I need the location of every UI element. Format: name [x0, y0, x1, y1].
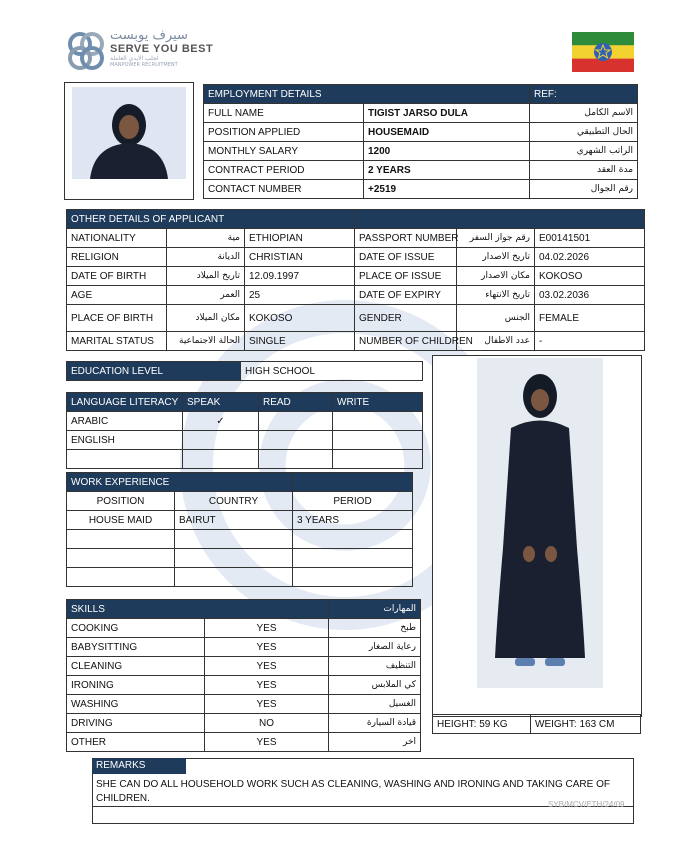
full-name-value: TIGIST JARSO DULA: [364, 104, 530, 123]
ref-label: REF:: [530, 85, 638, 104]
religion-label: RELIGION: [67, 248, 167, 267]
skill-value: YES: [205, 676, 329, 695]
marital-label: MARITAL STATUS: [67, 332, 167, 351]
education-value: HIGH SCHOOL: [241, 362, 423, 381]
expiry-label: DATE OF EXPIRY: [355, 286, 457, 305]
skill-name: DRIVING: [67, 714, 205, 733]
skill-name: IRONING: [67, 676, 205, 695]
work-country: BAIRUT: [175, 511, 293, 530]
check-icon: ✓: [183, 412, 259, 431]
table-row: [67, 568, 413, 587]
contact-value: +2519: [364, 180, 530, 199]
skill-value: YES: [205, 638, 329, 657]
passport-arabic: رقم جواز السفر: [457, 229, 535, 248]
birthplace-label: PLACE OF BIRTH: [67, 305, 167, 332]
table-row: [67, 530, 413, 549]
measurements-table: [432, 714, 641, 734]
children-label: NUMBER OF CHILDREN: [355, 332, 457, 351]
skill-value: YES: [205, 695, 329, 714]
table-row: [67, 657, 421, 676]
logo-arabic-sub: لجلب الايدي العاملة: [110, 55, 159, 62]
company-logo: [110, 28, 213, 68]
language-name: ENGLISH: [67, 431, 183, 450]
dob-value: 12.09.1997: [245, 267, 355, 286]
table-row: [67, 267, 645, 286]
position-arabic: الحال التطبيقي: [530, 123, 638, 142]
table-row: [67, 511, 413, 530]
remarks-text: SHE CAN DO ALL HOUSEHOLD WORK SUCH AS CLEANING, WASHING AND IRONING AND TAKING CARE OF CHILDREN.: [96, 779, 610, 804]
issue-place-value: KOKOSO: [535, 267, 645, 286]
document-reference: SYB/MCV/ETH/24/09: [548, 800, 625, 809]
position-label: POSITION APPLIED: [204, 123, 364, 142]
gender-arabic: الجنس: [457, 305, 535, 332]
period-column: PERIOD: [293, 492, 413, 511]
full-name-arabic: الاسم الكامل: [530, 104, 638, 123]
table-row: [67, 638, 421, 657]
work-experience-table: [66, 472, 413, 587]
skill-arabic: اخر: [329, 733, 421, 752]
logo-arabic: سيرف يوبست: [110, 28, 188, 43]
other-details-table: [66, 209, 645, 351]
language-name: ARABIC: [67, 412, 183, 431]
expiry-value: 03.02.2036: [535, 286, 645, 305]
skill-name: CLEANING: [67, 657, 205, 676]
language-header: LANGUAGE LITERACY: [67, 393, 183, 412]
skill-arabic: الغسيل: [329, 695, 421, 714]
salary-label: MONTHLY SALARY: [204, 142, 364, 161]
skill-arabic: كي الملابس: [329, 676, 421, 695]
expiry-arabic: تاريخ الانتهاء: [457, 286, 535, 305]
logo-english: SERVE YOU BEST: [110, 43, 214, 55]
passport-value: E00141501: [535, 229, 645, 248]
company-logo-icon: [66, 30, 106, 74]
skill-name: WASHING: [67, 695, 205, 714]
birthplace-arabic: مكان الميلاد: [167, 305, 245, 332]
work-period: 3 YEARS: [293, 511, 413, 530]
height-value: HEIGHT: 59 KG: [433, 715, 531, 734]
skill-value: NO: [205, 714, 329, 733]
dob-arabic: تاريخ الميلاد: [167, 267, 245, 286]
contract-arabic: مدة العقد: [530, 161, 638, 180]
table-row: [204, 104, 638, 123]
table-row: [67, 332, 645, 351]
table-row: [67, 229, 645, 248]
skills-header-arabic: المهارات: [329, 600, 421, 619]
full-name-label: FULL NAME: [204, 104, 364, 123]
write-header: WRITE: [333, 393, 423, 412]
work-header: WORK EXPERIENCE: [67, 473, 293, 492]
weight-value: WEIGHT: 163 CM: [531, 715, 641, 734]
table-row: [67, 733, 421, 752]
table-row: [67, 412, 423, 431]
table-row: [204, 142, 638, 161]
religion-value: CHRISTIAN: [245, 248, 355, 267]
country-column: COUNTRY: [175, 492, 293, 511]
table-row: [67, 305, 645, 332]
skill-value: YES: [205, 619, 329, 638]
table-row: [67, 431, 423, 450]
skill-arabic: التنظيف: [329, 657, 421, 676]
skills-table: [66, 599, 421, 752]
language-table: [66, 392, 423, 469]
table-row: [67, 450, 423, 469]
table-row: [67, 619, 421, 638]
contract-label: CONTRACT PERIOD: [204, 161, 364, 180]
employment-details-table: [203, 84, 638, 199]
position-value: HOUSEMAID: [364, 123, 530, 142]
table-row: [67, 676, 421, 695]
skill-arabic: رعاية الصغار: [329, 638, 421, 657]
skill-arabic: طبخ: [329, 619, 421, 638]
issue-date-arabic: تاريخ الاصدار: [457, 248, 535, 267]
salary-value: 1200: [364, 142, 530, 161]
dob-label: DATE OF BIRTH: [67, 267, 167, 286]
skill-value: YES: [205, 657, 329, 676]
table-row: [67, 248, 645, 267]
table-row: [67, 695, 421, 714]
person-portrait-icon: [72, 87, 186, 179]
birthplace-value: KOKOSO: [245, 305, 355, 332]
table-row: [67, 714, 421, 733]
age-value: 25: [245, 286, 355, 305]
education-label: EDUCATION LEVEL: [67, 362, 241, 381]
marital-value: SINGLE: [245, 332, 355, 351]
work-position: HOUSE MAID: [67, 511, 175, 530]
table-row: [204, 123, 638, 142]
skills-header: SKILLS: [67, 600, 329, 619]
skill-name: OTHER: [67, 733, 205, 752]
contact-label: CONTACT NUMBER: [204, 180, 364, 199]
age-label: AGE: [67, 286, 167, 305]
marital-arabic: الحالة الاجتماعية: [167, 332, 245, 351]
remarks-header: REMARKS: [92, 758, 186, 774]
ethiopia-flag-icon: [572, 32, 634, 72]
contact-arabic: رقم الجوال: [530, 180, 638, 199]
speak-header: SPEAK: [183, 393, 259, 412]
skill-value: YES: [205, 733, 329, 752]
issue-date-value: 04.02.2026: [535, 248, 645, 267]
applicant-photo-full: [432, 355, 642, 717]
education-table: [66, 361, 423, 381]
children-arabic: عدد الاطفال: [457, 332, 535, 351]
skill-name: BABYSITTING: [67, 638, 205, 657]
nationality-value: ETHIOPIAN: [245, 229, 355, 248]
table-row: [67, 286, 645, 305]
table-row: [67, 549, 413, 568]
gender-label: GENDER: [355, 305, 457, 332]
passport-label: PASSPORT NUMBER: [355, 229, 457, 248]
contract-value: 2 YEARS: [364, 161, 530, 180]
gender-value: FEMALE: [535, 305, 645, 332]
age-arabic: العمر: [167, 286, 245, 305]
table-row: [204, 180, 638, 199]
skill-arabic: قيادة السيارة: [329, 714, 421, 733]
nationality-arabic: مية: [167, 229, 245, 248]
salary-arabic: الراتب الشهري: [530, 142, 638, 161]
logo-tagline: MANPOWER RECRUITMENT: [110, 62, 178, 68]
other-details-header: OTHER DETAILS OF APPLICANT: [67, 210, 355, 229]
read-header: READ: [259, 393, 333, 412]
employment-header: EMPLOYMENT DETAILS: [204, 85, 530, 104]
issue-place-label: PLACE OF ISSUE: [355, 267, 457, 286]
position-column: POSITION: [67, 492, 175, 511]
religion-arabic: الديانة: [167, 248, 245, 267]
skill-name: COOKING: [67, 619, 205, 638]
applicant-photo-small: [64, 82, 194, 200]
issue-date-label: DATE OF ISSUE: [355, 248, 457, 267]
children-value: -: [535, 332, 645, 351]
issue-place-arabic: مكان الاصدار: [457, 267, 535, 286]
table-row: [204, 161, 638, 180]
nationality-label: NATIONALITY: [67, 229, 167, 248]
person-full-body-icon: [477, 358, 603, 688]
